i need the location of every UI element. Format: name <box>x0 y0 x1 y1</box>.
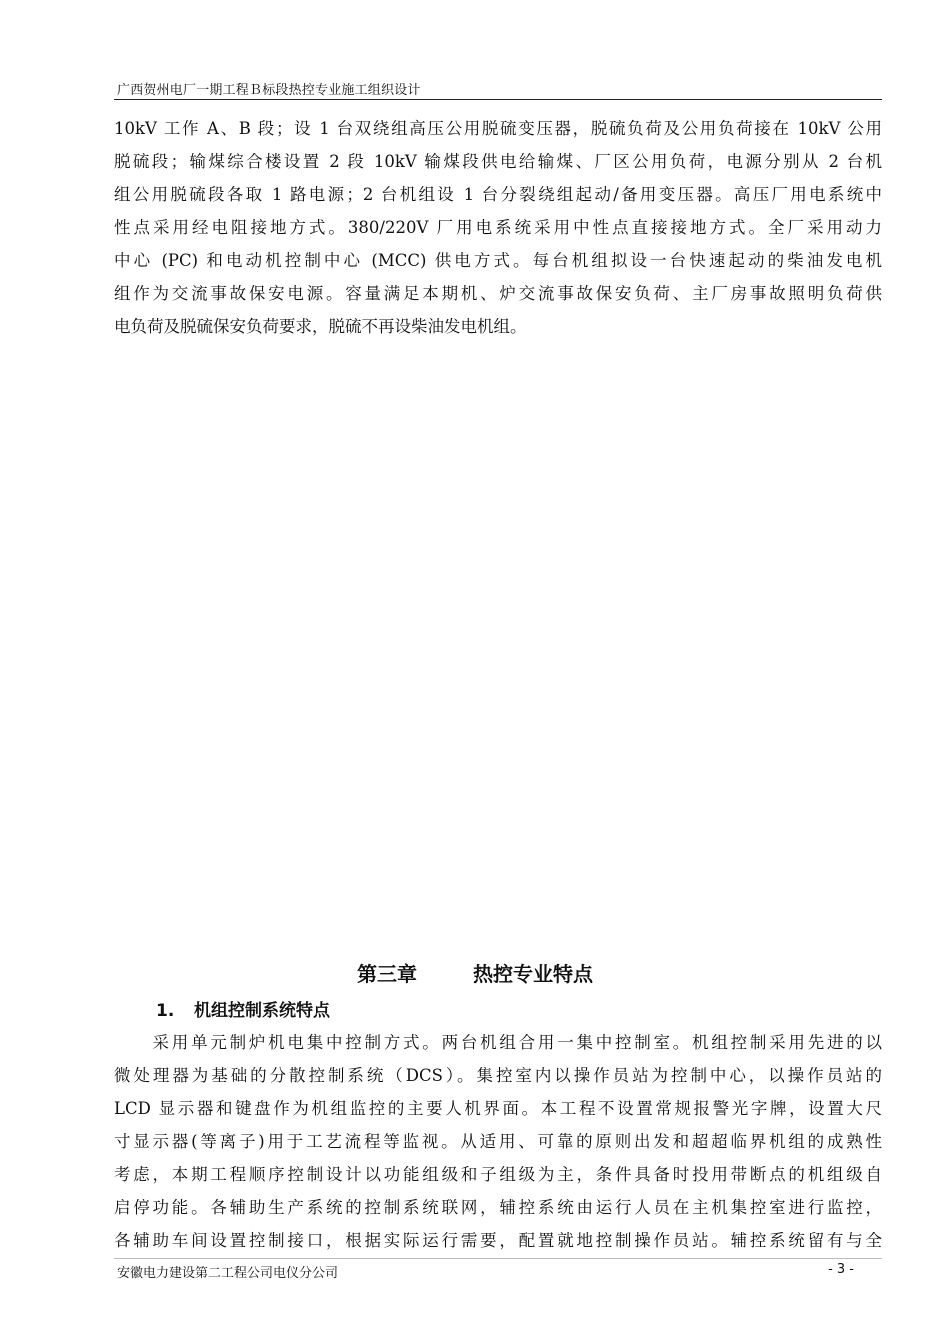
text-line: 微处理器为基础的分散控制系统（DCS）。集控室内以操作员站为控制中心，以操作员站的 <box>114 1066 882 1085</box>
page-number: - 3 - <box>828 1262 854 1277</box>
chapter-number: 第三章 <box>357 962 417 986</box>
text-line: 电负荷及脱硫保安负荷要求，脱硫不再设柴油发电机组。 <box>114 317 527 336</box>
chapter-heading <box>0 958 950 987</box>
footer-divider <box>114 1258 882 1259</box>
text-line: 中心 (PC) 和电动机控制中心 (MCC) 供电方式。每台机组拟设一台快速起动的柴油发电机 <box>114 251 882 270</box>
text-line: 脱硫段；输煤综合楼设置 2 段 10kV 输煤段供电给输煤、厂区公用负荷，电源分别从 2 台机 <box>114 152 882 171</box>
text-line: 启停功能。各辅助生产系统的控制系统联网，辅控系统由运行人员在主机集控室进行监控， <box>114 1198 882 1217</box>
text-line: 寸显示器(等离子)用于工艺流程等监视。从适用、可靠的原则出发和超超临界机组的成熟性 <box>114 1132 882 1151</box>
text-line: 考虑，本期工程顺序控制设计以功能组级和子组级为主，条件具备时投用带断点的机组级自 <box>114 1165 882 1184</box>
section-number: 1. <box>156 1001 175 1021</box>
text-line: 性点采用经电阻接地方式。380/220V 厂用电系统采用中性点直接接地方式。全厂采用动力 <box>114 218 882 237</box>
text-line: 采用单元制炉机电集中控制方式。两台机组合用一集中控制室。机组控制采用先进的以 <box>114 1033 882 1052</box>
text-line: 各辅助车间设置控制接口，根据实际运行需要，配置就地控制操作员站。辅控系统留有与全 <box>114 1231 882 1250</box>
section-title: 机组控制系统特点 <box>194 1001 330 1021</box>
body-paragraph <box>114 112 882 343</box>
text-line: LCD 显示器和键盘作为机组监控的主要人机界面。本工程不设置常规报警光字牌，设置大尺 <box>114 1099 882 1118</box>
page-header-title: 广西贺州电厂一期工程Ｂ标段热控专业施工组织设计 <box>117 83 421 98</box>
text-line: 组作为交流事故保安电源。容量满足本期机、炉交流事故保安负荷、主厂房事故照明负荷供 <box>114 284 882 303</box>
section-heading <box>156 996 330 1021</box>
footer-company: 安徽电力建设第二工程公司电仪分公司 <box>117 1266 339 1281</box>
text-line: 组公用脱硫段各取 1 路电源；2 台机组设 1 台分裂绕组起动/备用变压器。高压厂用电系统中 <box>114 185 882 204</box>
chapter-title: 热控专业特点 <box>473 962 593 986</box>
header-divider <box>114 99 882 100</box>
text-line: 10kV 工作 A、B 段；设 1 台双绕组高压公用脱硫变压器，脱硫负荷及公用负荷接在 10kV 公用 <box>114 119 882 138</box>
body-paragraph <box>114 1026 882 1257</box>
